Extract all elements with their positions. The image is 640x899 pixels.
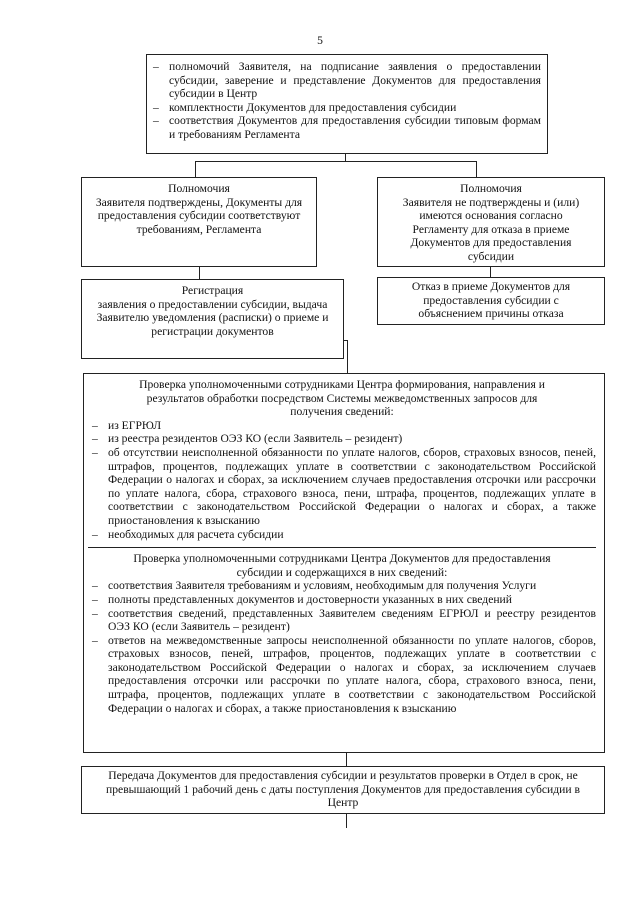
registration-box [81,279,344,359]
list-item: – комплектности Документов для предоставления субсидии [149,101,541,115]
box-text: Заявителя подтверждены, Документы для предоставления субсидии соответствуют требованиям, Регламента [95,195,303,236]
box-text: Передача Документов для предоставления субсидии и результатов проверки в Отдел в срок, не превышающий 1 рабочий день с даты поступления Документов для предоставления субсидии в Центр [106,769,580,810]
box-text: заявления о предоставлении субсидии, выдача Заявителю уведомления (расписки) о приеме и регистрации документов [96,297,329,338]
list-item: – полномочий Заявителя, на подписание заявления о предоставлении субсидии, заверение и представление Документов для предоставления субсидии в Центр [149,60,541,101]
interagency-requests-list [88,419,596,541]
checks-box [146,54,548,154]
document-checks-list [88,579,596,715]
box-title: Регистрация [181,284,244,297]
list-item: – из ЕГРЮЛ [88,419,596,433]
connector-line [199,267,200,279]
section-title: Проверка уполномоченными сотрудниками Центра Документов для предоставления субсидии и содержащихся в них сведений: [133,552,551,579]
list-item: – соответствия Документов для предоставления субсидии типовым формам и требованиям Регламента [149,114,541,141]
connector-line [195,161,196,177]
connector-line [195,161,477,162]
list-item: – полноты представленных документов и достоверности указанных в них сведений [88,593,596,607]
page-number: 5 [317,34,323,47]
list-item: – из реестра резидентов ОЭЗ КО (если Заявитель – резидент) [88,432,596,446]
connector-line [490,267,491,277]
connector-line [346,753,347,766]
section-title: Проверка уполномоченными сотрудниками Центра формирования, направления и результатов обработки посредством Системы межведомственных запросов для получения сведений: [139,378,545,419]
verification-box [83,373,605,753]
list-item: – ответов на межведомственные запросы неисполненной обязанности по уплате налогов, сборов, страховых взносов, пеней, штрафов, процентов, подлежащих уплате в соответствии с законодательством Российской Федерации о налогах и сборах, за исключением случаев предоставления отсрочки или рассрочки по уплате налога, сбора, страхового взноса, пени, штрафа, процентов, подлежащих уплате в соответствии с законодательством Российской Федерации о налогах и сборах, а также приостановления к взысканию [88,634,596,716]
list-item: – соответствия сведений, представленных Заявителем сведениям ЕГРЮЛ и реестру резидентов ОЭЗ КО (если Заявитель – резидент) [88,607,596,634]
connector-line [346,814,347,828]
connector-line [347,340,348,373]
authority-not-confirmed-box [377,177,605,267]
box-text: Отказ в приеме Документов для предоставления субсидии с объяснением причины отказа [411,280,571,321]
connector-line [476,161,477,177]
authority-confirmed-box [81,177,317,267]
list-item: – соответствия Заявителя требованиям и условиям, необходимым для получения Услуги [88,579,596,593]
box-title: Полномочия [168,182,230,195]
refusal-box [377,277,605,325]
checks-list [149,60,541,142]
list-item: – необходимых для расчета субсидии [88,528,596,542]
box-text: Заявителя не подтверждены и (или) имеются основания согласно Регламенту для отказа в приеме Документов для предоставления субсидии [402,195,580,263]
transfer-box [81,766,605,814]
list-item: – об отсутствии неисполненной обязанности по уплате налогов, сборов, страховых взносов, пеней, штрафов, процентов, подлежащих уплате в соответствии с законодательством Российской Федерации о налогах и сборах, за исключением случаев предоставления отсрочки или рассрочки по уплате налога, сбора, страхового взноса, пени, штрафа, процентов, подлежащих уплате в соответствии с законодательством Российской Федерации о налогах и сборах, а также приостановления к взысканию [88,446,596,528]
section-divider [88,547,596,548]
box-title: Полномочия [460,182,522,195]
